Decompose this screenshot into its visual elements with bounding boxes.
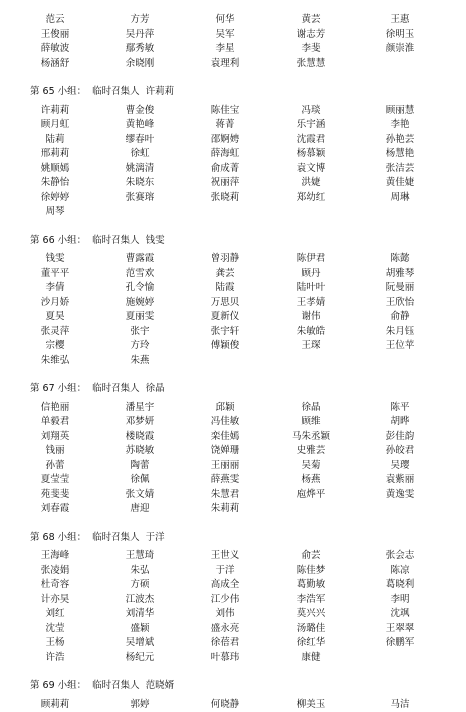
- member-name: 阮曼丽: [385, 282, 415, 293]
- name-row: [0, 42, 466, 56]
- member-name: 陶蕾: [130, 459, 150, 471]
- name-row: [0, 430, 466, 444]
- member-name: 李浩军: [296, 593, 326, 605]
- convener-label: 临时召集人: [92, 234, 140, 246]
- name-row: [0, 415, 466, 429]
- member-name: 邱颖: [215, 401, 235, 413]
- group-number: 第 66 小组：: [30, 234, 87, 246]
- member-name: 徐晶: [301, 401, 321, 413]
- member-name: 蒋菁: [215, 119, 235, 130]
- member-name: 何华: [215, 14, 235, 25]
- convener-name: 许莉莉: [145, 86, 175, 97]
- member-name: 楼晓霞: [125, 430, 155, 442]
- group-heading: [30, 85, 180, 99]
- name-row: [0, 564, 466, 578]
- name-row: [0, 339, 466, 353]
- name-row: [0, 459, 466, 473]
- member-name: 杨慕颖: [296, 148, 326, 159]
- member-name: 王俊丽: [40, 28, 70, 40]
- member-name: 鄢秀敏: [125, 43, 155, 54]
- member-name: 刘清华: [125, 608, 155, 619]
- member-name: 俞静: [390, 311, 410, 322]
- name-row: [0, 57, 466, 71]
- member-name: 王翠翠: [385, 622, 415, 634]
- member-name: 徐虹: [130, 148, 150, 159]
- member-name: 薛燕雯: [210, 474, 240, 485]
- name-row: [0, 133, 466, 147]
- name-row: [0, 502, 466, 516]
- member-name: 张晓莉: [210, 191, 240, 203]
- group-number: 第 65 小组：: [30, 86, 87, 97]
- member-name: 王惠: [390, 14, 410, 25]
- member-name: 史雅芸: [296, 445, 326, 456]
- member-name: 钱雯: [45, 253, 65, 264]
- group-heading: [30, 531, 171, 545]
- member-name: 徐蓓君: [210, 637, 240, 648]
- member-name: 李星: [215, 43, 235, 54]
- member-name: 陆霞: [215, 282, 235, 293]
- member-name: 吴璎: [390, 459, 410, 471]
- member-name: 黄芸: [301, 14, 321, 25]
- member-name: 方硕: [130, 579, 150, 590]
- member-name: 沙月娇: [40, 296, 70, 308]
- member-name: 颜崇淮: [385, 43, 415, 54]
- member-name: 邢莉莉: [40, 148, 70, 159]
- name-row: [0, 252, 466, 266]
- member-name: 朱慧君: [210, 488, 240, 500]
- member-name: 孙皎君: [385, 445, 415, 456]
- group-number: 第 68 小组：: [30, 531, 87, 543]
- member-name: 邵婀娉: [210, 133, 240, 145]
- member-name: 祝丽萍: [210, 177, 240, 188]
- member-name: 周琴: [45, 206, 65, 217]
- member-name: 李倩: [45, 282, 65, 293]
- member-name: 高成全: [210, 579, 240, 590]
- member-name: 饶婵珊: [210, 445, 240, 456]
- member-name: 袁紫丽: [385, 474, 415, 485]
- member-name: 杨慧艳: [385, 148, 415, 159]
- member-name: 薛敏波: [40, 43, 70, 54]
- member-name: 袁理利: [210, 57, 240, 69]
- member-name: 李艳: [390, 119, 410, 130]
- group-number: 第 69 小组：: [30, 680, 87, 691]
- member-name: 朱维弘: [40, 354, 70, 366]
- member-name: 夏丽雯: [125, 311, 155, 322]
- name-row: [0, 549, 466, 563]
- member-name: 潘星宇: [125, 401, 155, 413]
- member-name: 张凌娟: [40, 564, 70, 576]
- member-name: 曹露霞: [125, 253, 155, 264]
- member-name: 顾丹: [301, 267, 321, 279]
- member-name: 宗樱: [45, 340, 65, 351]
- member-name: 缪春叶: [125, 133, 155, 145]
- member-name: 王海峰: [40, 550, 70, 561]
- member-name: 姚漓清: [125, 162, 155, 174]
- member-name: 黄艳峰: [125, 119, 155, 130]
- member-name: 康健: [301, 651, 321, 663]
- member-name: 朱弘: [130, 564, 150, 576]
- member-name: 夏昊: [45, 311, 65, 322]
- member-name: 于洋: [215, 564, 235, 576]
- group-heading: [30, 382, 171, 396]
- member-name: 杜奇容: [40, 579, 70, 590]
- member-name: 范云: [45, 14, 65, 25]
- member-name: 徐明玉: [385, 28, 415, 40]
- member-name: 江少伟: [210, 593, 240, 605]
- member-name: 张洁芸: [385, 162, 415, 174]
- member-name: 张慧慧: [296, 57, 326, 69]
- member-name: 葛勤敏: [296, 579, 326, 590]
- member-name: 沈霞君: [296, 133, 326, 145]
- member-name: 彭佳韵: [385, 430, 415, 442]
- member-name: 柳美玉: [296, 698, 326, 710]
- member-name: 冯琰: [301, 104, 321, 116]
- member-name: 乐宇涵: [296, 119, 326, 130]
- member-name: 俞成菁: [210, 162, 240, 174]
- member-name: 盛永亮: [210, 622, 240, 634]
- member-name: 傅颖俊: [210, 340, 240, 351]
- member-name: 沈莹: [45, 622, 65, 634]
- member-name: 朱静怡: [40, 177, 70, 188]
- member-name: 马朱丞颖: [291, 430, 330, 442]
- member-name: 叶慕玮: [210, 651, 240, 663]
- group-number: 第 67 小组：: [30, 383, 87, 394]
- member-name: 杨燕: [301, 474, 321, 485]
- member-name: 徐婷婷: [40, 191, 70, 203]
- member-name: 单毅君: [40, 416, 70, 427]
- member-name: 顾丽慧: [385, 104, 415, 116]
- member-name: 吴菊: [301, 459, 321, 471]
- member-name: 陈凉: [390, 564, 410, 576]
- name-row: [0, 267, 466, 281]
- member-name: 庖烨平: [296, 488, 326, 500]
- member-name: 孔令愉: [125, 282, 155, 293]
- convener-name: 徐晶: [145, 383, 165, 394]
- name-row: [0, 104, 466, 118]
- name-row: [0, 147, 466, 161]
- member-name: 汤璐佳: [296, 622, 326, 634]
- member-name: 张赛瑢: [125, 191, 155, 203]
- member-name: 葛晓利: [385, 579, 415, 590]
- group-heading: [30, 234, 171, 248]
- group-heading: [30, 679, 180, 693]
- member-name: 王琛: [301, 340, 321, 351]
- member-name: 方玲: [130, 340, 150, 351]
- member-name: 胡雅琴: [385, 267, 415, 279]
- member-name: 王慧琦: [125, 550, 155, 561]
- member-name: 盛颖: [130, 622, 150, 634]
- convener-label: 临时召集人: [92, 86, 140, 97]
- member-name: 施婉婷: [125, 296, 155, 308]
- member-name: 陈懿: [390, 253, 410, 264]
- name-row: [0, 118, 466, 132]
- member-name: 王孝婧: [296, 296, 326, 308]
- member-name: 王杨: [45, 637, 65, 648]
- name-row: [0, 191, 466, 205]
- member-name: 杨涵舒: [40, 57, 70, 69]
- member-name: 王丽丽: [210, 459, 240, 471]
- name-row: [0, 176, 466, 190]
- member-name: 董平平: [40, 267, 70, 279]
- member-name: 王位苹: [385, 340, 415, 351]
- member-name: 张宇: [130, 325, 150, 337]
- member-name: 方芳: [130, 14, 150, 25]
- name-row: [0, 651, 466, 665]
- member-name: 夏莹莹: [40, 474, 70, 485]
- member-name: 周琳: [390, 191, 410, 203]
- member-name: 李斐: [301, 43, 321, 54]
- convener-label: 临时召集人: [92, 383, 140, 394]
- member-name: 万思贝: [210, 296, 240, 308]
- member-name: 黄佳婕: [385, 177, 415, 188]
- member-name: 陈伊君: [296, 253, 326, 264]
- name-row: [0, 325, 466, 339]
- member-name: 夏新仪: [210, 311, 240, 322]
- member-name: 曾羽静: [210, 253, 240, 264]
- member-name: 何晓静: [210, 698, 240, 710]
- member-name: 计亦昊: [40, 593, 70, 605]
- member-name: 陆莉: [45, 133, 65, 145]
- member-name: 张会志: [385, 550, 415, 561]
- member-name: 顾维: [301, 416, 321, 427]
- member-name: 黄逸雯: [385, 488, 415, 500]
- convener-label: 临时召集人: [92, 531, 140, 543]
- name-row: [0, 488, 466, 502]
- name-row: [0, 281, 466, 295]
- member-name: 朱晓东: [125, 177, 155, 188]
- member-name: 朱月钰: [385, 325, 415, 337]
- member-name: 许浩: [45, 651, 65, 663]
- member-name: 刘春霞: [40, 503, 70, 514]
- member-name: 顾月虹: [40, 119, 70, 130]
- member-name: 曹金俊: [125, 104, 155, 116]
- member-name: 陈平: [390, 401, 410, 413]
- member-name: 余晓刚: [125, 57, 155, 69]
- member-name: 徐佩: [130, 474, 150, 485]
- member-name: 冯佳敏: [210, 416, 240, 427]
- member-name: 邓梦妍: [125, 416, 155, 427]
- convener-label: 临时召集人: [92, 680, 140, 691]
- member-name: 李明: [390, 593, 410, 605]
- name-row: [0, 622, 466, 636]
- member-name: 王世义: [210, 550, 240, 561]
- member-name: 姚顺嫣: [40, 162, 70, 174]
- member-name: 袁文博: [296, 162, 326, 174]
- member-name: 许莉莉: [40, 104, 70, 116]
- member-name: 陈佳宝: [210, 104, 240, 116]
- member-name: 孙蕾: [45, 459, 65, 471]
- convener-name: 钱雯: [145, 234, 165, 246]
- name-row: [0, 636, 466, 650]
- member-name: 陆叶叶: [296, 282, 326, 293]
- member-name: 马洁: [390, 698, 410, 710]
- name-row: [0, 607, 466, 621]
- name-row: [0, 578, 466, 592]
- name-row: [0, 296, 466, 310]
- member-name: 龚芸: [215, 267, 235, 279]
- member-name: 朱敏皓: [296, 325, 326, 337]
- member-name: 江波杰: [125, 593, 155, 605]
- member-name: 范雪欢: [125, 267, 155, 279]
- member-name: 郑幼红: [296, 191, 326, 203]
- convener-name: 于洋: [145, 531, 165, 543]
- member-name: 苑斐斐: [40, 488, 70, 500]
- member-name: 薛海虹: [210, 148, 240, 159]
- name-row: [0, 28, 466, 42]
- name-row: [0, 310, 466, 324]
- member-name: 信艳丽: [40, 401, 70, 413]
- name-row: [0, 354, 466, 368]
- member-name: 王欣怡: [385, 296, 415, 308]
- name-row: [0, 444, 466, 458]
- member-name: 苏晓敏: [125, 445, 155, 456]
- member-name: 谢伟: [301, 311, 321, 322]
- member-name: 洪婕: [301, 177, 321, 188]
- member-name: 张宇轩: [210, 325, 240, 337]
- member-name: 朱燕: [130, 354, 150, 366]
- member-name: 孙艳芸: [385, 133, 415, 145]
- member-name: 唐迎: [130, 503, 150, 514]
- member-name: 徐鹏军: [385, 637, 415, 648]
- member-name: 刘红: [45, 608, 65, 619]
- member-name: 张灵萍: [40, 325, 70, 337]
- member-name: 张文婧: [125, 488, 155, 500]
- member-name: 刘翔英: [40, 430, 70, 442]
- member-name: 杨纪元: [125, 651, 155, 663]
- member-name: 吴丹萍: [125, 28, 155, 40]
- member-name: 刘伟: [215, 608, 235, 619]
- member-name: 顾莉莉: [40, 698, 70, 710]
- member-name: 朱莉莉: [210, 503, 240, 514]
- member-name: 钱丽: [45, 445, 65, 456]
- member-name: 陈佳梦: [296, 564, 326, 576]
- name-row: [0, 593, 466, 607]
- member-name: 谢志芳: [296, 28, 326, 40]
- member-name: 胡晔: [390, 416, 410, 427]
- name-row: [0, 401, 466, 415]
- member-name: 徐红华: [296, 637, 326, 648]
- member-name: 吴增斌: [125, 637, 155, 648]
- name-row: [0, 162, 466, 176]
- member-name: 吴军: [215, 28, 235, 40]
- convener-name: 范晓婿: [145, 680, 175, 691]
- name-row: [0, 205, 466, 219]
- member-name: 沈飒: [390, 608, 410, 619]
- member-name: 莫兴兴: [296, 608, 326, 619]
- name-row: [0, 473, 466, 487]
- member-name: 栾佳嫣: [210, 430, 240, 442]
- member-name: 郭婷: [130, 698, 150, 710]
- member-name: 俞芸: [301, 550, 321, 561]
- name-row: [0, 13, 466, 27]
